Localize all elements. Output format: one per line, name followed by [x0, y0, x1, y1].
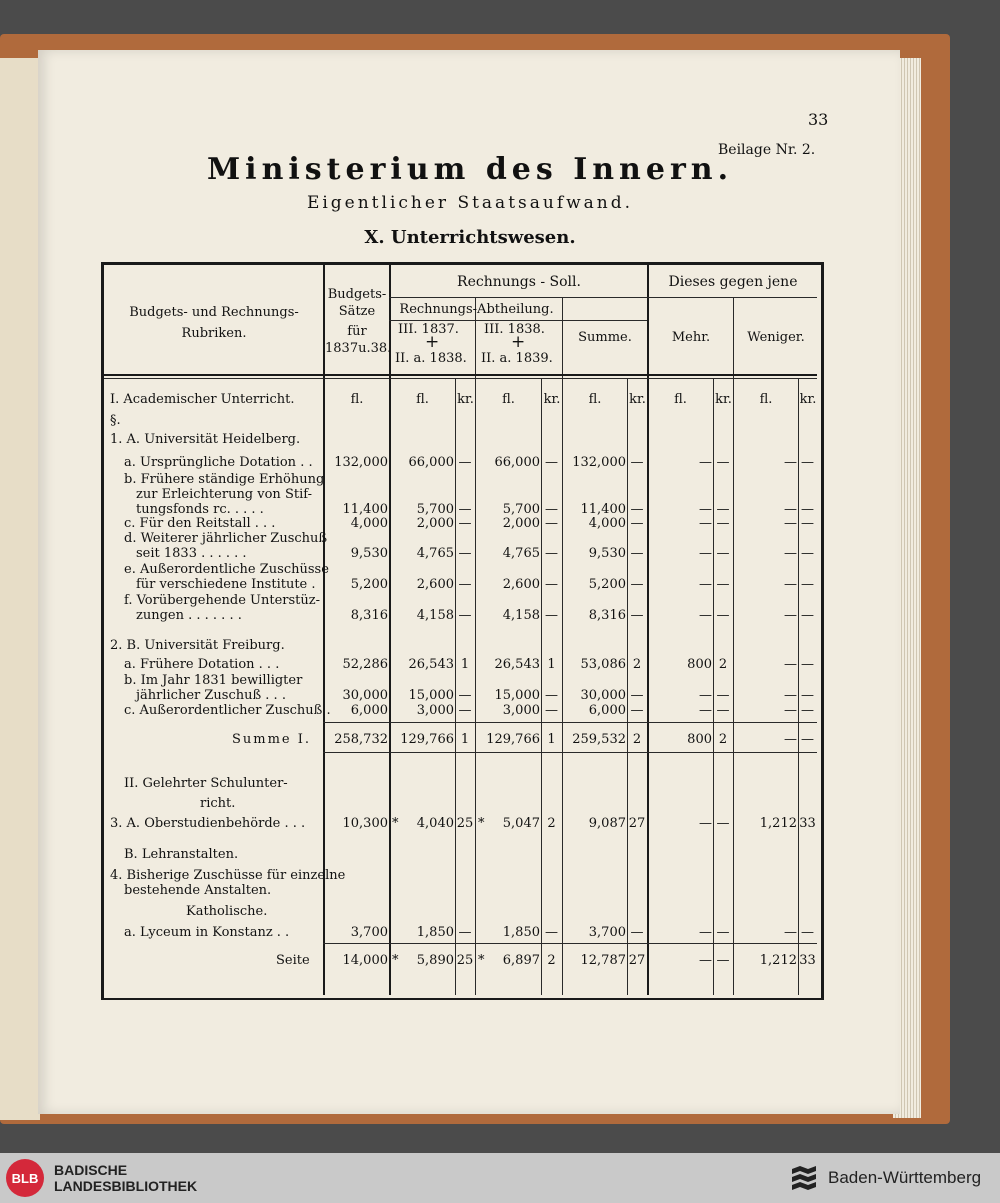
cell-s-fl: 9,530 [588, 546, 626, 561]
cell-w-kr: 33 [799, 953, 816, 968]
cell-s-kr: — [630, 688, 644, 703]
cell-s-kr: — [630, 502, 644, 517]
cell-budget: 5,200 [350, 577, 388, 592]
cell-b-mark: * [478, 953, 485, 968]
row-label: c. Außerordentlicher Zuschuß . [124, 703, 331, 718]
header-budgets-1: Budgets- [327, 287, 387, 302]
cell-a-kr: — [458, 925, 472, 940]
cell-m-kr: — [716, 608, 730, 623]
cell-s-fl: 6,000 [588, 703, 626, 718]
cell-b-fl: 4,158 [502, 608, 540, 623]
page-title: Ministerium des Innern. [206, 152, 734, 187]
cell-w-fl: — [784, 925, 797, 940]
cell-m-fl: — [699, 546, 712, 561]
cell-a-kr: 25 [456, 816, 474, 831]
cell-w-kr: — [801, 608, 814, 623]
unit-kr: kr. [543, 392, 561, 407]
cell-w-kr: — [801, 577, 814, 592]
cell-m-kr: — [716, 516, 730, 531]
page-number: 33 [808, 110, 829, 129]
cell-w-fl: — [784, 703, 797, 718]
footer-bar [0, 1153, 1000, 1203]
kr-rule [627, 378, 628, 995]
cell-s-kr: — [630, 925, 644, 940]
cell-b-kr: 1 [547, 657, 556, 672]
cell-b-kr: — [545, 455, 558, 470]
row-label: a. Ursprüngliche Dotation . . [124, 455, 313, 470]
cell-w-fl: — [784, 546, 797, 561]
beilage-label: Beilage Nr. 2. [718, 142, 816, 158]
cell-b-kr: 2 [547, 953, 556, 968]
cell-b-fl: 129,766 [486, 732, 540, 747]
header-col2-3: II. a. 1839. [481, 351, 553, 366]
header-col2-1: III. 1838. [484, 322, 545, 337]
row-label: a. Lyceum in Konstanz . . [124, 925, 290, 940]
cell-b-mark: * [478, 816, 485, 831]
cell-budget: 11,400 [342, 502, 388, 517]
blb-line2: LANDESBIBLIOTHEK [54, 1178, 198, 1194]
cell-w-fl: — [784, 455, 797, 470]
cell-a-kr: 1 [460, 732, 470, 747]
cell-budget: 4,000 [350, 516, 388, 531]
header-rechnungs-soll: Rechnungs - Soll. [457, 274, 581, 290]
cell-b-fl: 2,600 [502, 577, 540, 592]
cell-b-fl: 1,850 [502, 925, 540, 940]
cell-budget: 9,530 [350, 546, 388, 561]
row-label: zur Erleichterung von Stif- [136, 487, 312, 502]
cell-budget: 258,732 [334, 732, 388, 747]
cell-s-kr: — [630, 546, 644, 561]
row-label: e. Außerordentliche Zuschüsse [124, 562, 329, 577]
cell-s-fl: 53,086 [580, 657, 626, 672]
bw-label[interactable]: Baden-Württemberg [828, 1168, 982, 1187]
cell-s-kr: — [630, 577, 644, 592]
unit-kr: kr. [629, 392, 646, 407]
coat-of-arms-icon[interactable] [788, 1162, 820, 1194]
cell-s-fl: 8,316 [588, 608, 626, 623]
cell-s-fl: 259,532 [572, 732, 626, 747]
sum-rule [323, 722, 817, 723]
cell-s-kr: 2 [632, 732, 642, 747]
header-rule [389, 320, 647, 321]
row-label: a. Frühere Dotation . . . [124, 657, 280, 672]
row-label: §. [110, 413, 121, 428]
cell-m-fl: — [699, 608, 712, 623]
row-label: bestehende Anstalten. [124, 883, 272, 898]
row-label: c. Für den Reitstall . . . [124, 516, 276, 531]
cell-s-kr: — [630, 455, 644, 470]
cell-s-kr: — [630, 703, 644, 718]
cell-s-kr: 2 [632, 657, 642, 672]
cell-b-kr: — [545, 703, 558, 718]
cell-m-fl: — [699, 688, 712, 703]
cell-a-kr: — [458, 546, 472, 561]
row-label: I. Academischer Unterricht. [110, 392, 295, 407]
cell-b-kr: — [545, 688, 558, 703]
header-rubriken-1: Budgets- und Rechnungs- [129, 305, 299, 320]
cell-a-fl: 5,890 [416, 953, 454, 968]
cell-w-fl: — [784, 688, 797, 703]
header-mehr: Mehr. [671, 330, 711, 345]
cell-s-fl: 3,700 [588, 925, 626, 940]
row-label: jährlicher Zuschuß . . . [136, 688, 286, 703]
cell-w-fl: — [784, 502, 797, 517]
cell-m-fl: — [699, 502, 712, 517]
cell-b-kr: — [545, 516, 558, 531]
cell-s-kr: 27 [628, 953, 646, 968]
cell-s-kr: — [630, 608, 644, 623]
row-label: b. Im Jahr 1831 bewilligter [124, 673, 303, 688]
blb-name[interactable] [54, 1162, 197, 1194]
cell-budget: 132,000 [334, 455, 388, 470]
cell-m-fl: — [699, 516, 712, 531]
cell-budget: 30,000 [342, 688, 388, 703]
row-label: 1. A. Universität Heidelberg. [110, 432, 301, 447]
header-rule [389, 297, 817, 298]
unit-fl: fl. [674, 392, 687, 407]
cell-a-fl: 4,158 [416, 608, 454, 623]
header-dieses-gegen-jene: Dieses gegen jene [668, 274, 798, 290]
cell-b-fl: 5,047 [502, 816, 540, 831]
cell-s-fl: 11,400 [580, 502, 626, 517]
unit-fl: fl. [502, 392, 515, 407]
cell-m-kr: — [716, 577, 730, 592]
cell-a-kr: 25 [456, 953, 474, 968]
row-label: B. Lehranstalten. [124, 847, 239, 862]
cell-a-mark: * [392, 816, 399, 831]
header-summe: Summe. [578, 330, 632, 345]
cell-a-kr: — [458, 608, 472, 623]
cell-a-kr: 1 [460, 657, 470, 672]
cell-budget: 3,700 [350, 925, 388, 940]
cell-a-fl: 1,850 [416, 925, 454, 940]
cell-budget: 6,000 [350, 703, 388, 718]
cell-a-kr: — [458, 688, 472, 703]
cell-s-fl: 132,000 [572, 455, 626, 470]
sum-rule [323, 943, 817, 944]
cell-m-fl: — [699, 703, 712, 718]
cell-s-fl: 9,087 [588, 816, 626, 831]
cell-m-kr: — [716, 688, 730, 703]
cell-m-kr: — [716, 455, 730, 470]
left-page-edge [0, 58, 40, 1120]
cell-a-fl: 3,000 [416, 703, 454, 718]
cell-b-kr: — [545, 608, 558, 623]
cell-a-fl: 4,765 [416, 546, 454, 561]
unit-kr: kr. [799, 392, 817, 407]
cell-a-fl: 129,766 [400, 732, 454, 747]
cell-w-fl: — [784, 657, 797, 672]
cell-w-kr: — [801, 688, 814, 703]
row-label: Seite [276, 953, 310, 968]
cell-m-fl: — [699, 577, 712, 592]
unit-fl: fl. [588, 392, 602, 407]
cell-w-kr: — [801, 925, 814, 940]
row-label: tungsfonds rc. . . . . [136, 502, 264, 517]
cell-budget: 8,316 [350, 608, 388, 623]
cell-b-kr: — [545, 577, 558, 592]
row-label: Summe I. [232, 732, 312, 747]
unit-fl: fl. [759, 392, 773, 407]
cell-b-kr: — [545, 546, 558, 561]
unit-kr: kr. [715, 392, 732, 407]
cell-m-fl: — [699, 953, 712, 968]
cell-b-kr: — [545, 502, 558, 517]
cell-w-kr: — [801, 546, 814, 561]
cell-s-fl: 12,787 [580, 953, 626, 968]
cell-budget: 52,286 [342, 657, 388, 672]
cell-budget: 10,300 [342, 816, 388, 831]
cell-b-kr: — [545, 925, 558, 940]
cell-s-kr: — [630, 516, 644, 531]
cell-a-fl: 5,700 [416, 502, 454, 517]
blb-logo[interactable]: BLB [6, 1159, 44, 1197]
kr-rule [541, 378, 542, 995]
row-label: 3. A. Oberstudienbehörde . . . [110, 816, 306, 831]
cell-b-fl: 15,000 [494, 688, 540, 703]
row-label: seit 1833 . . . . . . [136, 546, 247, 561]
unit-fl: fl. [416, 392, 429, 407]
kr-rule [798, 378, 799, 995]
header-col1-3: II. a. 1838. [395, 351, 467, 366]
cell-a-kr: — [458, 516, 472, 531]
cell-w-fl: — [784, 516, 797, 531]
header-rule [104, 378, 817, 379]
section-heading: X. Unterrichtswesen. [364, 227, 576, 248]
sum-rule [323, 752, 817, 753]
header-abtheilung: Rechnungs-Abtheilung. [399, 302, 554, 317]
cell-a-fl: 26,543 [408, 657, 454, 672]
cell-w-fl: — [784, 577, 797, 592]
cell-m-kr: — [716, 502, 730, 517]
unit-fl: fl. [350, 392, 364, 407]
cell-b-fl: 66,000 [494, 455, 540, 470]
cell-s-kr: 27 [628, 816, 646, 831]
header-rule [104, 374, 817, 376]
cell-a-fl: 2,000 [416, 516, 454, 531]
cell-a-kr: — [458, 703, 472, 718]
row-label: 4. Bisherige Zuschüsse für einzelne [110, 868, 346, 883]
cell-a-fl: 66,000 [408, 455, 454, 470]
row-label: f. Vorübergehende Unterstüz- [124, 593, 321, 608]
cell-w-fl: — [784, 608, 797, 623]
cell-b-fl: 4,765 [502, 546, 540, 561]
cell-m-kr: — [716, 703, 730, 718]
row-label: 2. B. Universität Freiburg. [110, 638, 285, 653]
cell-a-kr: — [458, 455, 472, 470]
row-label: zungen . . . . . . . [136, 608, 242, 623]
kr-rule [713, 378, 714, 995]
cell-w-kr: — [801, 732, 814, 747]
cell-b-kr: 1 [547, 732, 556, 747]
row-label: richt. [200, 796, 236, 811]
header-budgets-4: 1837u.38. [325, 341, 392, 356]
cell-s-fl: 30,000 [580, 688, 626, 703]
header-col2-2: + [511, 332, 526, 352]
cell-m-fl: 800 [687, 657, 712, 672]
cell-m-kr: — [716, 953, 730, 968]
cell-a-fl: 15,000 [408, 688, 454, 703]
cell-a-mark: * [392, 953, 399, 968]
cell-m-fl: — [699, 455, 712, 470]
cell-m-fl: — [699, 816, 712, 831]
cell-m-fl: 800 [687, 732, 712, 747]
unit-kr: kr. [457, 392, 474, 407]
cell-m-kr: — [716, 925, 730, 940]
header-weniger: Weniger. [747, 330, 805, 345]
header-budgets-3: für [347, 324, 367, 339]
cell-w-fl: — [784, 732, 797, 747]
cell-m-kr: — [716, 816, 730, 831]
cell-a-kr: — [458, 577, 472, 592]
cell-b-kr: 2 [547, 816, 556, 831]
row-label: d. Weiterer jährlicher Zuschuß [124, 531, 328, 546]
cell-w-kr: — [801, 516, 814, 531]
cell-a-fl: 4,040 [416, 816, 454, 831]
cell-w-kr: 33 [799, 816, 816, 831]
cell-s-fl: 5,200 [588, 577, 626, 592]
cell-a-fl: 2,600 [416, 577, 454, 592]
cell-a-kr: — [458, 502, 472, 517]
cell-budget: 14,000 [342, 953, 388, 968]
row-label: Katholische. [186, 904, 268, 919]
cell-b-fl: 5,700 [502, 502, 540, 517]
cell-s-fl: 4,000 [588, 516, 626, 531]
cell-w-fl: 1,212 [759, 816, 797, 831]
blb-line1: BADISCHE [54, 1162, 128, 1178]
cell-m-kr: — [716, 546, 730, 561]
cell-w-kr: — [801, 657, 814, 672]
row-label: II. Gelehrter Schulunter- [124, 776, 288, 791]
page-subtitle: Eigentlicher Staatsaufwand. [306, 193, 634, 213]
cell-m-kr: 2 [718, 732, 728, 747]
header-col1-2: + [425, 332, 440, 352]
cell-w-kr: — [801, 703, 814, 718]
header-budgets-2: Sätze [338, 304, 376, 319]
cell-b-fl: 26,543 [494, 657, 540, 672]
cell-w-kr: — [801, 455, 814, 470]
header-rubriken-2: Rubriken. [181, 326, 247, 341]
kr-rule [455, 378, 456, 995]
cell-m-kr: 2 [718, 657, 728, 672]
cell-w-fl: 1,212 [759, 953, 797, 968]
row-label: b. Frühere ständige Erhöhung [124, 472, 325, 487]
row-label: für verschiedene Institute . [136, 577, 316, 592]
cell-b-fl: 3,000 [502, 703, 540, 718]
cell-w-kr: — [801, 502, 814, 517]
cell-b-fl: 6,897 [502, 953, 540, 968]
header-col1-1: III. 1837. [398, 322, 459, 337]
cell-m-fl: — [699, 925, 712, 940]
cell-b-fl: 2,000 [502, 516, 540, 531]
